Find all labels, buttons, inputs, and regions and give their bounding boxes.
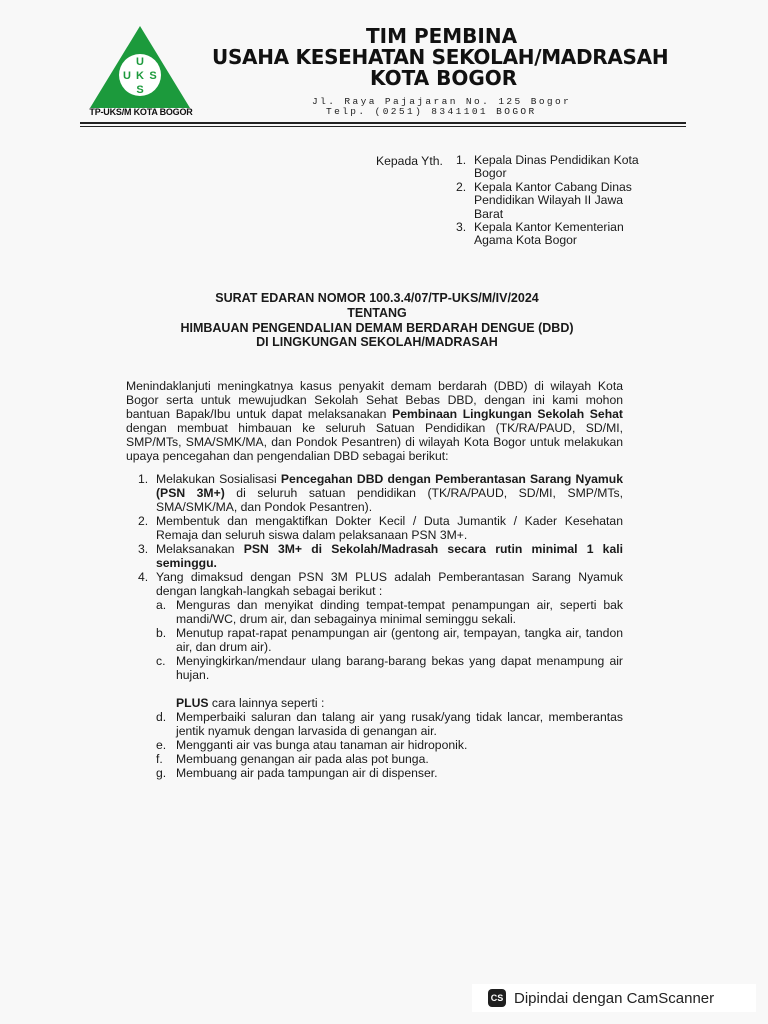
sub-letter: a. bbox=[156, 598, 167, 612]
sub-text: Memperbaiki saluran dan talang air yang rusak/yang tidak lancar, memberantas jentik nyamuk dengan larvasida di genangan air. bbox=[176, 710, 623, 738]
sub-text: Menyingkirkan/mendaur ulang barang-barang bekas yang dapat menampung air hujan. bbox=[176, 654, 623, 682]
list-text-block bbox=[156, 570, 623, 780]
plus-bold: PLUS bbox=[176, 696, 209, 710]
letterhead-rule bbox=[80, 122, 686, 124]
sub-item bbox=[156, 752, 623, 766]
recipient-item bbox=[456, 181, 656, 221]
intro-text-2: dengan membuat himbauan ke seluruh Satuan Pendidikan (TK/RA/PAUD, SD/MI, SMP/MTs, SMA/SMK/MA, dan Pondok Pesantren) di wilayah Kota Bogor untuk melakukan upaya pencegahan dan pengendalian DBD sebagai berikut: bbox=[126, 421, 623, 463]
org-title-line1: TIM PEMBINA bbox=[366, 24, 518, 48]
recipient-text: Kepala Dinas Pendidikan Kota Bogor bbox=[474, 153, 639, 181]
list-item bbox=[126, 542, 623, 570]
sub-item bbox=[156, 710, 623, 738]
address-line1: Jl. Raya Pajajaran No. 125 Bogor bbox=[312, 96, 572, 107]
letter-subject-line1: HIMBAUAN PENGENDALIAN DEMAM BERDARAH DENGUE (DBD) bbox=[180, 320, 574, 335]
list-item bbox=[126, 514, 623, 542]
sub-list-plus bbox=[156, 710, 623, 780]
logo-letter-mid-u: U bbox=[123, 70, 131, 82]
sub-letter: e. bbox=[156, 738, 167, 752]
plus-heading bbox=[176, 696, 623, 710]
recipient-number: 1. bbox=[456, 153, 467, 167]
sub-item bbox=[156, 626, 623, 654]
recipient-item bbox=[456, 154, 656, 181]
letter-title-tentang: TENTANG bbox=[347, 305, 407, 320]
recipient-item bbox=[456, 221, 656, 248]
org-title-line2: USAHA KESEHATAN SEKOLAH/MADRASAH bbox=[212, 45, 669, 69]
salutation: Kepada Yth. bbox=[376, 154, 443, 168]
address bbox=[312, 97, 571, 117]
logo-letter-top: U bbox=[136, 56, 144, 68]
list-text-pre: Melaksanakan bbox=[156, 542, 244, 556]
list-item bbox=[126, 472, 623, 514]
sub-text: Membuang air pada tampungan air di dispenser. bbox=[176, 766, 438, 780]
intro-text-1: Menindaklanjuti meningkatnya kasus penyakit demam berdarah (DBD) di wilayah Kota Bogor serta untuk mewujudkan Sekolah Sehat Bebas DBD, dengan ini kami mohon bantuan Bapak/Ibu untuk dapat melaksanakan bbox=[126, 379, 623, 421]
sub-text: Mengganti air vas bunga atau tanaman air hidroponik. bbox=[176, 738, 468, 752]
intro-bold: Pembinaan Lingkungan Sekolah Sehat bbox=[392, 407, 623, 421]
sub-letter: f. bbox=[156, 752, 163, 766]
sub-item bbox=[156, 598, 623, 626]
recipient-list bbox=[456, 154, 656, 248]
list-item bbox=[126, 570, 623, 780]
plus-text: cara lainnya seperti : bbox=[208, 696, 325, 710]
logo-letter-mid-s: S bbox=[149, 70, 157, 82]
sub-text: Membuang genangan air pada alas pot bunga. bbox=[176, 752, 429, 766]
sub-text: Menutup rapat-rapat penampungan air (gentong air, tempayan, tangka air, tandon air, dan drum air). bbox=[176, 626, 623, 654]
letterhead-rule-thin bbox=[80, 126, 686, 127]
list-text-bold: Pencegahan DBD dengan Pemberantasan Sarang Nyamuk (PSN 3M+) bbox=[156, 472, 623, 500]
list-text: Yang dimaksud dengan PSN 3M PLUS adalah Pemberantasan Sarang Nyamuk dengan langkah-langkah sebagai berikut : bbox=[156, 570, 623, 598]
list-text-bold: PSN 3M+ di Sekolah/Madrasah secara rutin minimal 1 kali seminggu. bbox=[156, 542, 623, 570]
list-number: 3. bbox=[138, 542, 149, 556]
letter-title bbox=[100, 291, 654, 350]
sub-list bbox=[156, 598, 623, 682]
intro-paragraph bbox=[126, 379, 623, 463]
logo-letter-mid-k: K bbox=[136, 70, 144, 82]
instruction-list bbox=[126, 472, 623, 780]
list-text bbox=[156, 472, 623, 514]
sub-letter: c. bbox=[156, 654, 166, 668]
sub-item bbox=[156, 654, 623, 682]
list-text bbox=[156, 542, 623, 570]
list-text-pre: Melakukan Sosialisasi bbox=[156, 472, 281, 486]
camscanner-watermark bbox=[472, 984, 756, 1012]
camscanner-icon: CS bbox=[488, 989, 506, 1007]
recipient-number: 3. bbox=[456, 220, 467, 235]
logo-caption: TP-UKS/M KOTA BOGOR bbox=[89, 107, 193, 117]
camscanner-label: Dipindai dengan CamScanner bbox=[514, 989, 715, 1007]
letter-number: SURAT EDARAN NOMOR 100.3.4/07/TP-UKS/M/IV/2024 bbox=[215, 291, 539, 305]
list-text-post: di seluruh satuan pendidikan (TK/RA/PAUD, SD/MI, SMP/MTs, SMA/SMK/MA, dan Pondok Pesantren). bbox=[156, 486, 623, 514]
address-line2: Telp. (0251) 8341101 BOGOR bbox=[326, 106, 537, 117]
recipient-text: Kepala Kantor Kementerian Agama Kota Bogor bbox=[474, 220, 624, 248]
recipient-text: Kepala Kantor Cabang Dinas Pendidikan Wilayah II Jawa Barat bbox=[474, 179, 632, 221]
list-number: 4. bbox=[138, 570, 149, 584]
list-number: 1. bbox=[138, 472, 149, 486]
recipient-number: 2. bbox=[456, 179, 467, 194]
sub-letter: b. bbox=[156, 626, 167, 640]
sub-letter: g. bbox=[156, 766, 167, 780]
list-number: 2. bbox=[138, 514, 149, 528]
uks-logo bbox=[86, 22, 194, 118]
org-title-line3: KOTA BOGOR bbox=[370, 66, 518, 90]
logo-letter-bottom: S bbox=[136, 84, 144, 96]
letter-subject-line2: DI LINGKUNGAN SEKOLAH/MADRASAH bbox=[256, 335, 498, 350]
sub-text: Menguras dan menyikat dinding tempat-tempat penampungan air, seperti bak mandi/WC, drum air, dan sebagainya minimal seminggu sekali. bbox=[176, 598, 623, 626]
list-text: Membentuk dan mengaktifkan Dokter Kecil / Duta Jumantik / Kader Kesehatan Remaja dan seluruh siswa dalam pelaksanaan PSN 3M+. bbox=[156, 514, 623, 542]
sub-letter: d. bbox=[156, 710, 167, 724]
sub-item bbox=[156, 738, 623, 752]
sub-item bbox=[156, 766, 623, 780]
